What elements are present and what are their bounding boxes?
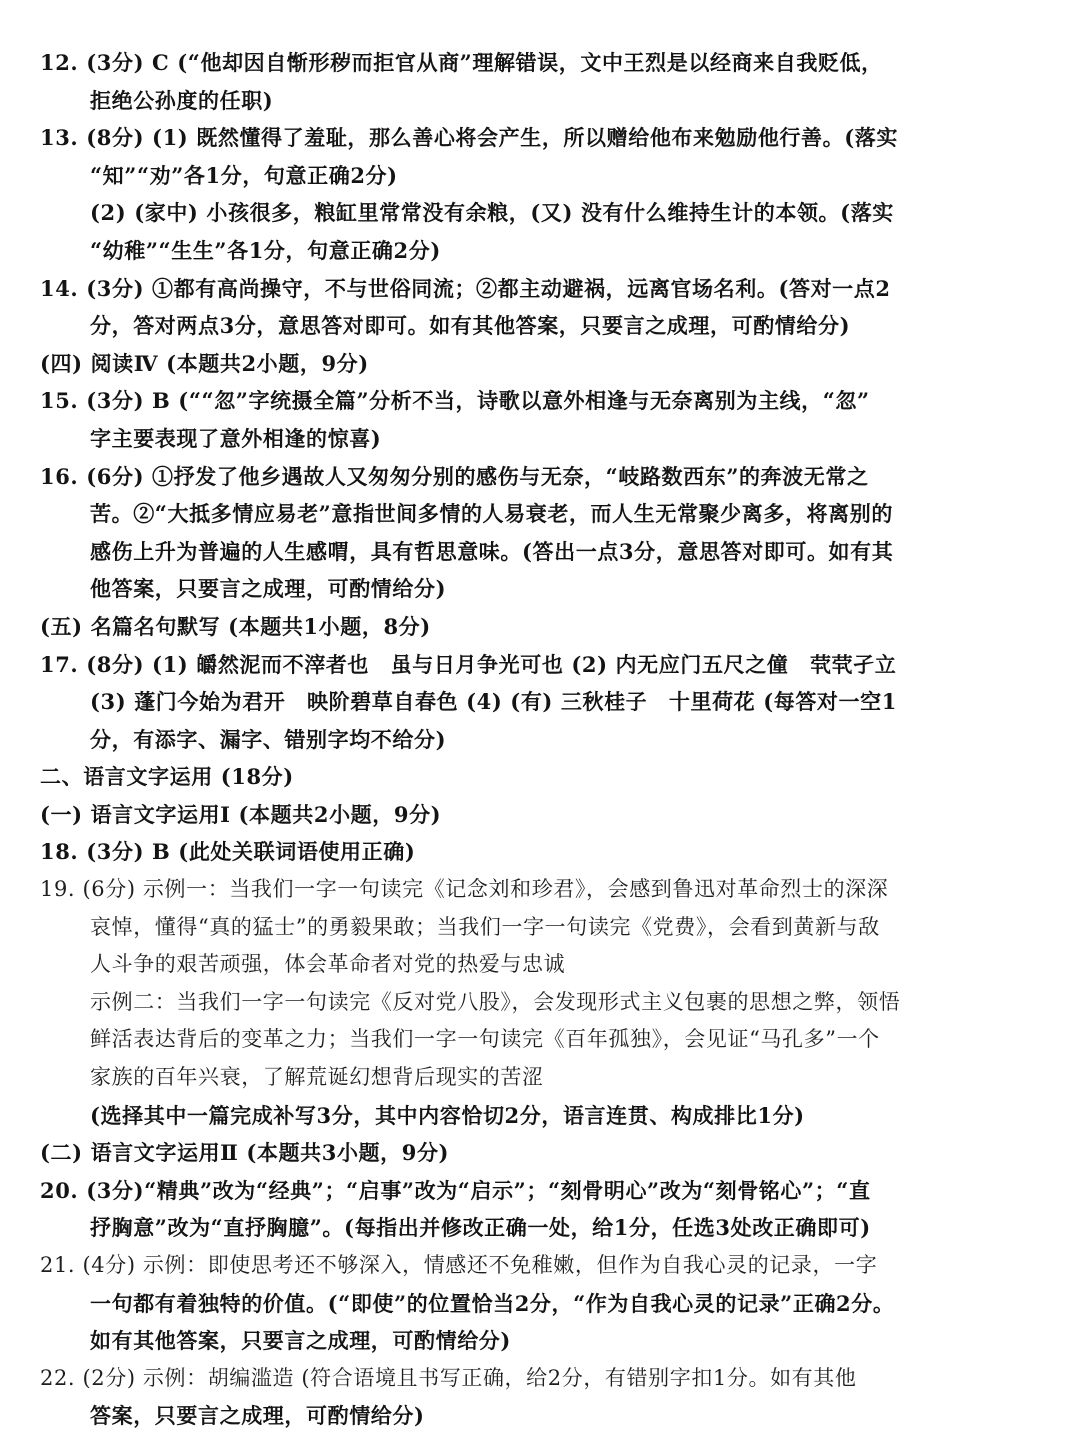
text-line: 哀悼，懂得“真的猛士”的勇毅果敢；当我们一字一句读完《党费》，会看到黄新与敌 xyxy=(90,914,880,939)
text-line: 字主要表现了意外相逢的惊喜) xyxy=(90,425,382,451)
text-line: 一句都有着独特的价值。(“即使”的位置恰当2分，“作为自我心灵的记录”正确2分。 xyxy=(90,1290,895,1316)
text-line: 21. (4分) 示例：即使思考还不够深入，情感还不免稚嫩，但作为自我心灵的记录，一字 xyxy=(40,1253,878,1277)
text-line: (2) (家中) 小孩很多，粮缸里常常没有余粮，(又) 没有什么维持生计的本领。(落实 xyxy=(90,200,894,226)
text-line: 苦。②“大抵多情应易老”意指世间多情的人易衰老，而人生无常聚少离多，将离别的 xyxy=(90,501,893,527)
text-line: 12. (3分) C (“他却因自惭形秽而拒官从商”理解错误，文中王烈是以经商来自我贬低， xyxy=(40,50,883,75)
text-line: 20. (3分)“精典”改为“经典”；“启事”改为“启示”；“刻骨明心”改为“刻骨铭心”；“直 xyxy=(40,1177,871,1203)
text-line: 13. (8分) (1) 既然懂得了羞耻，那么善心将会产生，所以赠给他布来勉励他行善。(落实 xyxy=(40,125,898,151)
text-line: 感伤上升为普遍的人生感喟，具有哲思意味。(答出一点3分，意思答对即可。如有其 xyxy=(90,538,894,564)
answer-key-page xyxy=(40,44,1040,1435)
text-line: (四) 阅读Ⅳ (本题共2小题，9分) xyxy=(40,350,369,376)
text-line: (选择其中一篇完成补写3分，其中内容恰切2分，语言连贯、构成排比1分) xyxy=(90,1102,805,1128)
text-line: 19. (6分) 示例一：当我们一字一句读完《记念刘和珍君》，会感到鲁迅对革命烈士的深深 xyxy=(40,877,889,902)
text-line: “知”“劝”各1分，句意正确2分) xyxy=(90,162,398,188)
text-line: 16. (6分) ①抒发了他乡遇故人又匆匆分别的感伤与无奈，“岐路数西东”的奔波无常之 xyxy=(40,463,869,489)
text-line: 他答案，只要言之成理，可酌情给分) xyxy=(90,576,447,602)
text-line: 15. (3分) B (““忽”字统摄全篇”分析不当，诗歌以意外相逢与无奈离别为主线，“忽” xyxy=(40,388,870,414)
text-line: 分，答对两点3分，意思答对即可。如有其他答案，只要言之成理，可酌情给分) xyxy=(90,313,851,339)
text-line: 17. (8分) (1) 皭然泥而不滓者也 虽与日月争光可也 (2) 内无应门五尺之僮 茕茕孑立 xyxy=(40,651,897,677)
text-line: 人斗争的艰苦顽强，体会革命者对党的热爱与忠诚 xyxy=(90,952,566,977)
text-line: 14. (3分) ①都有高尚操守，不与世俗同流；②都主动避祸，远离官场名利。(答对一点2 xyxy=(40,275,891,301)
text-line: 拒绝公孙度的任职) xyxy=(90,87,274,113)
text-line: 分，有添字、漏字、错别字均不给分) xyxy=(90,726,447,752)
text-line: (五) 名篇名句默写 (本题共1小题，8分) xyxy=(40,613,431,639)
text-line: 示例二：当我们一字一句读完《反对党八股》，会发现形式主义包裹的思想之弊，领悟 xyxy=(90,989,901,1014)
text-line: “幼稚”“生生”各1分，句意正确2分) xyxy=(90,237,441,263)
text-line: 抒胸意”改为“直抒胸臆”。(每指出并修改正确一处，给1分，任选3处改正确即可) xyxy=(90,1215,871,1241)
text-line: 二、语言文字运用 (18分) xyxy=(40,764,294,790)
text-line: (二) 语言文字运用Ⅱ (本题共3小题，9分) xyxy=(40,1140,450,1166)
text-line: 答案，只要言之成理，可酌情给分) xyxy=(90,1403,425,1429)
text-line: 22. (2分) 示例：胡编滥造 (符合语境且书写正确，给2分，有错别字扣1分。如有其他 xyxy=(40,1365,857,1390)
text-line: 18. (3分) B (此处关联词语使用正确) xyxy=(40,839,416,865)
text-line: 家族的百年兴衰，了解荒诞幻想背后现实的苦涩 xyxy=(90,1065,544,1090)
text-line: (3) 蓬门今始为君开 映阶碧草自春色 (4) (有) 三秋桂子 十里荷花 (每答对一空1 xyxy=(90,689,897,715)
text-line: 如有其他答案，只要言之成理，可酌情给分) xyxy=(90,1328,511,1354)
text-line: (一) 语言文字运用Ⅰ (本题共2小题，9分) xyxy=(40,801,442,827)
text-line: 鲜活表达背后的变革之力；当我们一字一句读完《百年孤独》，会见证“马孔多”一个 xyxy=(90,1027,880,1052)
